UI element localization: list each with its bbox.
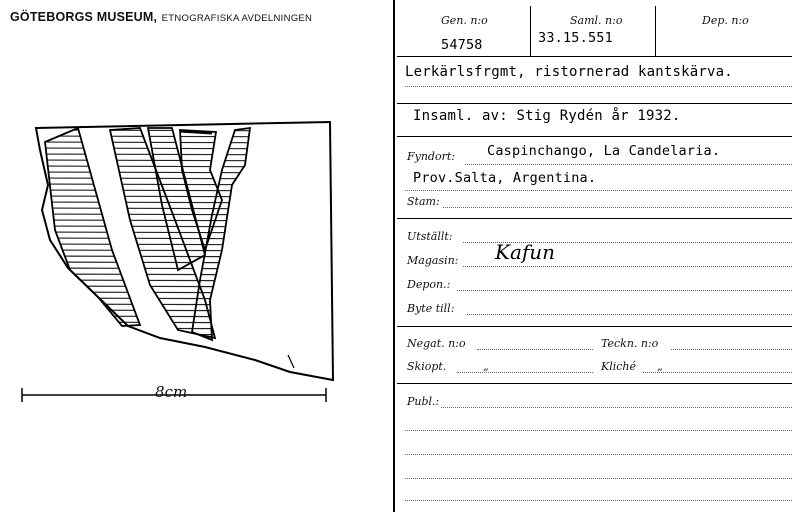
dotted-line: [465, 164, 792, 165]
magasin-label: Magasin:: [407, 254, 459, 267]
gen-label: Gen. n:o: [441, 14, 488, 27]
dotted-line: [405, 478, 792, 479]
dotted-line: [643, 372, 792, 373]
dotted-line: [457, 290, 792, 291]
dotted-line: [405, 454, 792, 455]
teckn-label: Teckn. n:o: [601, 337, 659, 350]
dotted-line: [467, 314, 792, 315]
kliche-ditto: „: [657, 360, 663, 373]
rule: [397, 326, 792, 327]
stam-label: Stam:: [407, 195, 440, 208]
utstallt-label: Utställt:: [407, 230, 453, 243]
fyndort-label: Fyndort:: [407, 150, 455, 163]
museum-header: [10, 8, 312, 26]
saml-label: Saml. n:o: [570, 14, 623, 27]
hatching: [30, 130, 340, 341]
catalog-card: [393, 0, 800, 512]
rule: [397, 103, 792, 104]
skiopt-label: Skiopt.: [407, 360, 447, 373]
dep-label: Dep. n:o: [702, 14, 749, 27]
magasin-value: Kafun: [495, 240, 556, 264]
dotted-line: [405, 430, 792, 431]
department-name: ETNOGRAFISKA AVDELNINGEN: [161, 13, 313, 24]
saml-value: 33.15.551: [538, 30, 613, 46]
publ-label: Publ.:: [407, 395, 440, 408]
gen-value: 54758: [441, 37, 483, 53]
byte-label: Byte till:: [407, 302, 455, 315]
rule: [397, 383, 792, 384]
scale-label: 8cm: [155, 383, 188, 401]
dotted-line: [463, 266, 792, 267]
rule: [397, 136, 792, 137]
object-title: Lerkärlsfrgmt, ristornerad kantskärva.: [405, 64, 733, 80]
dotted-line: [405, 500, 792, 501]
skiopt-ditto: „: [483, 360, 489, 373]
fyndort-line1: Caspinchango, La Candelaria.: [487, 143, 721, 159]
dotted-line: [671, 349, 792, 350]
dotted-line: [443, 207, 792, 208]
rule: [397, 56, 792, 57]
dotted-line: [405, 190, 792, 191]
dotted-line: [441, 407, 792, 408]
dotted-line: [405, 86, 792, 87]
divider: [655, 6, 656, 56]
rule: [397, 218, 792, 219]
negat-label: Negat. n:o: [407, 337, 466, 350]
depon-label: Depon.:: [407, 278, 451, 291]
dotted-line: [477, 349, 593, 350]
collector: Insaml. av: Stig Rydén år 1932.: [413, 108, 681, 124]
fyndort-line2: Prov.Salta, Argentina.: [413, 170, 597, 186]
divider: [530, 6, 531, 56]
dotted-line: [457, 372, 593, 373]
pottery-sherd-drawing: [0, 100, 392, 420]
museum-name: GÖTEBORGS MUSEUM,: [10, 10, 158, 24]
kliche-label: Kliché: [601, 360, 637, 373]
